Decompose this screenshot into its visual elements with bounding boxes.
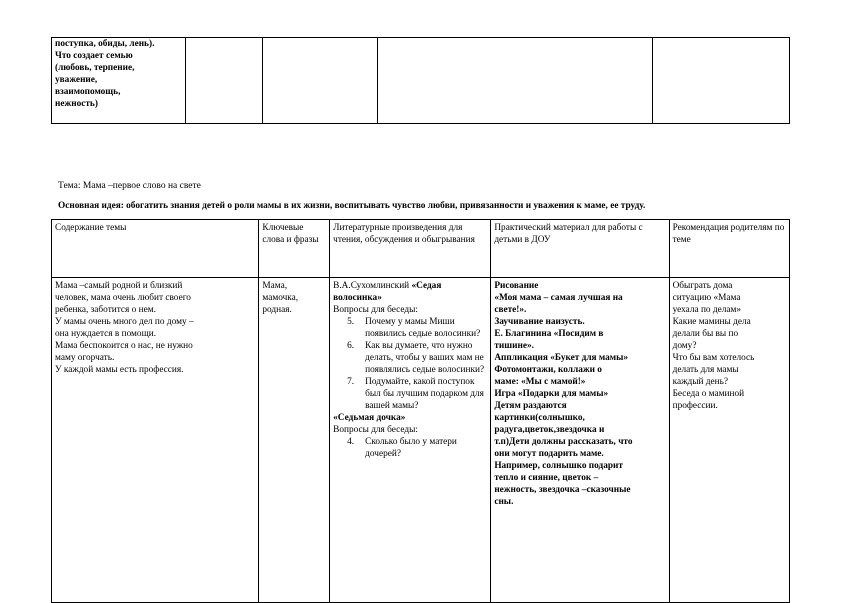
content-line: Мама –самый родной и близкий bbox=[55, 281, 183, 291]
prev-line: (любовь, терпение, bbox=[55, 63, 135, 73]
practical-line: Игра «Подарки для мамы» bbox=[494, 389, 609, 399]
keyword-line: Мама, bbox=[262, 281, 288, 291]
previous-table-fragment bbox=[51, 37, 790, 124]
story-title: «Седьмая дочка» bbox=[333, 413, 406, 423]
literature-cell bbox=[330, 278, 491, 603]
content-line: У каждой мамы есть профессия. bbox=[55, 365, 184, 375]
question-text: Подумайте, какой поступок был бы лучшим подарком для вашей мамы? bbox=[365, 377, 484, 411]
question-text: Сколько было у матери дочерей? bbox=[365, 437, 457, 459]
practical-line: Детям раздаются bbox=[494, 401, 567, 411]
parents-line: Беседа о маминой bbox=[672, 389, 745, 399]
header-keywords: Ключевые слова и фразы bbox=[259, 220, 330, 278]
main-idea: Основная идея: обогатить знания детей о роли мамы в их жизни, воспитывать чувство любви, привязанности и уважения к маме, ее труду. bbox=[58, 201, 646, 211]
practical-line: нежность, звездочка –сказочные bbox=[494, 485, 631, 495]
practical-line: маме: «Мы с мамой!» bbox=[494, 377, 586, 387]
plan-table bbox=[51, 219, 790, 603]
practical-line: Е. Благинина «Посидим в bbox=[494, 329, 604, 339]
story-title: «Седая волосинка» bbox=[333, 281, 442, 303]
question-item bbox=[347, 376, 487, 412]
keyword-line: мамочка, bbox=[262, 293, 299, 303]
practical-line: Заучивание наизусть. bbox=[494, 317, 585, 327]
prev-cell-empty bbox=[186, 38, 263, 124]
header-parents: Рекомендация родителям по теме bbox=[669, 220, 789, 278]
practical-line: они могут подарить маме. bbox=[494, 449, 604, 459]
practical-line: Фотомонтажи, коллажи о bbox=[494, 365, 602, 375]
content-cell bbox=[52, 278, 259, 603]
keyword-line: родная. bbox=[262, 305, 292, 315]
practical-line: тепло и сияние, цветок – bbox=[494, 473, 599, 483]
content-line: ребенка, заботится о нем. bbox=[55, 305, 156, 315]
practical-line: свете!». bbox=[494, 305, 527, 315]
parents-line: Какие мамины дела bbox=[672, 317, 751, 327]
theme-title: Тема: Мама –первое слово на свете bbox=[58, 181, 201, 191]
question-item bbox=[347, 436, 487, 460]
question-text: Почему у мамы Миши появились седые волосинки? bbox=[365, 317, 481, 339]
header-practical: Практический материал для работы с детьми в ДОУ bbox=[491, 220, 669, 278]
question-text: Как вы думаете, что нужно делать, чтобы у ваших мам не появлялись седые волосинки? bbox=[365, 341, 485, 375]
parents-line: дому? bbox=[672, 341, 697, 351]
practical-line: т.п)Дети должны рассказать, что bbox=[494, 437, 633, 447]
question-number: 5. bbox=[347, 317, 355, 327]
parents-cell bbox=[669, 278, 789, 603]
question-number: 4. bbox=[347, 437, 355, 447]
practical-line: сны. bbox=[494, 497, 514, 507]
content-line: человек, мама очень любит своего bbox=[55, 293, 191, 303]
table-header-row bbox=[52, 220, 790, 278]
practical-line: радуга,цветок,звездочка и bbox=[494, 425, 605, 435]
content-line: она нуждается в помощи. bbox=[55, 329, 157, 339]
practical-line: Рисование bbox=[494, 281, 539, 291]
practical-line: Например, солнышко подарит bbox=[494, 461, 623, 471]
prev-line: поступка, обиды, лень). bbox=[55, 39, 155, 49]
prev-cell-empty bbox=[653, 38, 790, 124]
parents-line: делали бы вы по bbox=[672, 329, 739, 339]
question-number: 7. bbox=[347, 377, 355, 387]
prev-line: уважение, bbox=[55, 75, 98, 85]
content-line: Мама беспокоится о нас, не нужно bbox=[55, 341, 193, 351]
header-content: Содержание темы bbox=[52, 220, 259, 278]
literature-author: В.А.Сухомлинский bbox=[333, 281, 412, 291]
parents-line: делать для мамы bbox=[672, 365, 739, 375]
parents-line: каждый день? bbox=[672, 377, 728, 387]
parents-line: Что бы вам хотелось bbox=[672, 353, 755, 363]
prev-cell-empty bbox=[263, 38, 378, 124]
questions-label: Вопросы для беседы: bbox=[333, 425, 418, 435]
prev-cell-content bbox=[52, 38, 186, 124]
parents-line: уехала по делам» bbox=[672, 305, 742, 315]
practical-line: «Моя мама – самая лучшая на bbox=[494, 293, 623, 303]
header-literature: Литературные произведения для чтения, обсуждения и обыгрывания bbox=[330, 220, 491, 278]
question-number: 6. bbox=[347, 341, 355, 351]
question-item bbox=[347, 316, 487, 340]
keywords-cell bbox=[259, 278, 330, 603]
table-row bbox=[52, 278, 790, 603]
content-line: маму огорчать. bbox=[55, 353, 115, 363]
content-line: У мамы очень много дел по дому – bbox=[55, 317, 194, 327]
prev-line: Что создает семью bbox=[55, 51, 133, 61]
question-item bbox=[347, 340, 487, 376]
parents-line: Обыграть дома bbox=[672, 281, 733, 291]
practical-line: тишине». bbox=[494, 341, 534, 351]
prev-line: взаимопомощь, bbox=[55, 87, 121, 97]
parents-line: профессии. bbox=[672, 401, 718, 411]
practical-cell bbox=[491, 278, 669, 603]
prev-line: нежность) bbox=[55, 99, 98, 109]
prev-cell-empty bbox=[378, 38, 653, 124]
parents-line: ситуацию «Мама bbox=[672, 293, 741, 303]
practical-line: картинки(солнышко, bbox=[494, 413, 585, 423]
practical-line: Аппликация «Букет для мамы» bbox=[494, 353, 629, 363]
questions-label: Вопросы для беседы: bbox=[333, 305, 418, 315]
